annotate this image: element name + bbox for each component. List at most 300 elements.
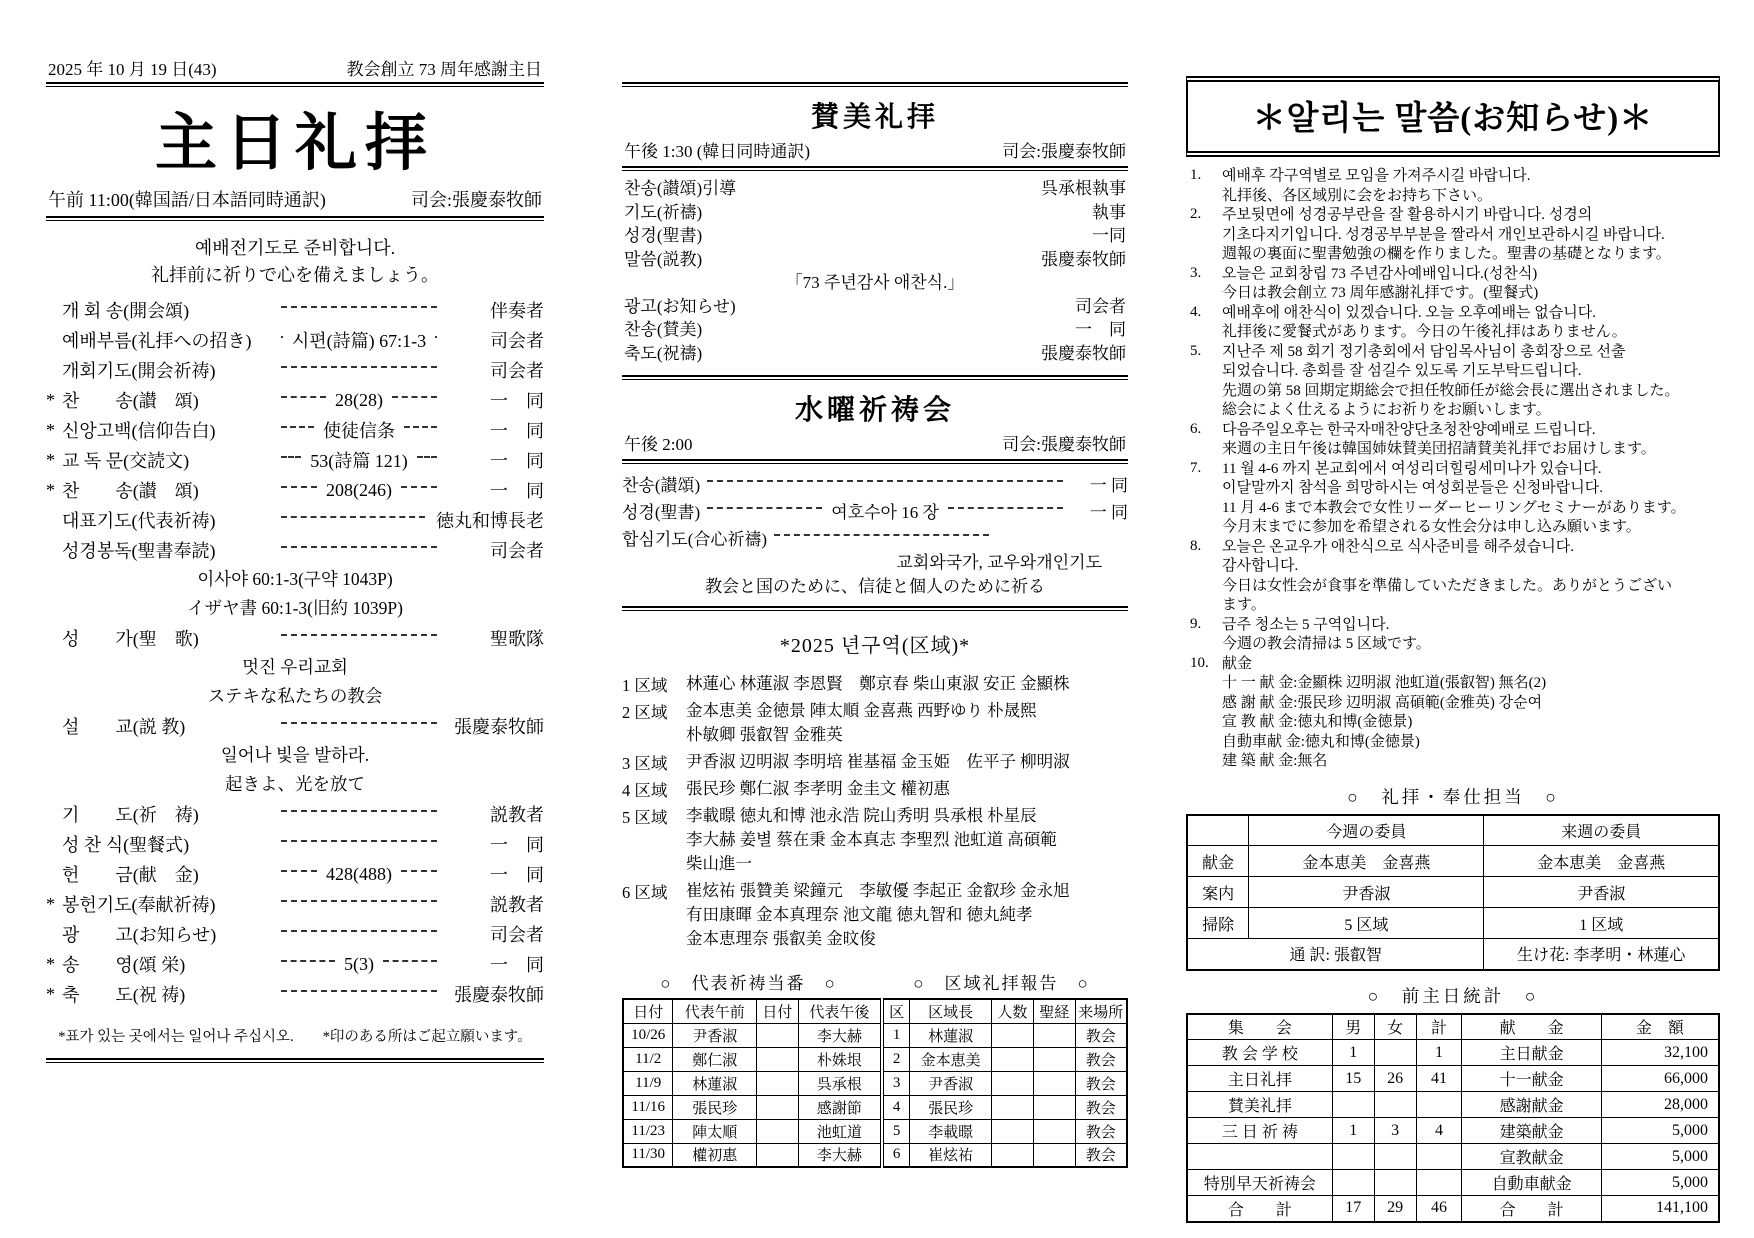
announcement-line: 되었습니다. 총회를 잘 섬길수 있도록 기도부탁드립니다. — [1222, 363, 1582, 379]
interpreter-cell: 通 訳: 張叡智 — [1187, 939, 1484, 970]
stats-row — [1187, 1066, 1719, 1092]
stats-cell — [1332, 1144, 1374, 1170]
service-item-label: 기 도(祈 祷) — [62, 805, 199, 825]
stats-cell: 17 — [1332, 1196, 1374, 1222]
district-number: 2 区域 — [622, 703, 668, 722]
praise-time: 午後 1:30 (韓日同時通訳) — [624, 142, 811, 161]
service-item-person: 一 同 — [490, 421, 544, 441]
assign-row — [1187, 846, 1719, 877]
duty-cell — [1033, 1119, 1075, 1143]
stats-header-cell: 集 会 — [1187, 1014, 1332, 1040]
announcement-number: 10. — [1190, 654, 1209, 671]
service-item-label: 송 영(頌 栄) — [62, 955, 186, 975]
announcement-number: 1. — [1190, 167, 1202, 183]
announcement-lines — [1222, 460, 1720, 538]
duty-cell: 教会 — [1075, 1023, 1127, 1047]
announcement-number: 3. — [1190, 264, 1202, 281]
intro-line-ko: 예배전기도로 준비합니다. — [194, 238, 396, 258]
district-member-line: 李載暻 徳丸和博 池永浩 院山秀明 呉承根 朴星辰 — [686, 806, 1037, 825]
dash-line — [383, 960, 437, 962]
service-item-person: 聖歌隊 — [490, 629, 544, 649]
district-members — [686, 879, 1128, 951]
intro-text — [46, 235, 544, 289]
duty-header-cell: 代表午前 — [673, 999, 757, 1023]
district-members — [686, 750, 1128, 774]
dash-line — [281, 810, 437, 812]
assign-header-cell: 今週の委員 — [1249, 815, 1484, 846]
duty-header-cell: 区 — [882, 999, 910, 1023]
wednesday-item-label: 찬송(讃頌) — [622, 476, 701, 495]
announcement-line: 週報の裏面に聖書勉強の欄を作りました。聖書の基礎となります。 — [1222, 246, 1671, 262]
wednesday-mc: 司会:張慶泰牧師 — [1002, 435, 1126, 454]
stats-cell: 宣教献金 — [1462, 1144, 1601, 1170]
duty-cell — [756, 1119, 798, 1143]
announcement-line: 오늘은 교회창립 73 주년감사예배입니다.(성찬식) — [1222, 265, 1538, 282]
service-item-person: 徳丸和博長老 — [436, 511, 544, 531]
announcement-lines — [1222, 206, 1720, 265]
sunday-worship-panel — [46, 58, 544, 1063]
service-subheader — [46, 186, 544, 212]
duty-cell: 呉承根 — [798, 1071, 882, 1095]
statistics-caption: ○ 前主日統計 ○ — [1367, 985, 1539, 1006]
announcement-lines — [1222, 304, 1720, 343]
praise-item-label: 광고(お知らせ) — [624, 296, 736, 316]
district-members — [686, 777, 1128, 801]
wednesday-row — [622, 497, 1128, 524]
assign-cell: 尹香淑 — [1249, 877, 1484, 908]
stats-cell: 賛美礼拝 — [1187, 1092, 1332, 1118]
dash-line — [281, 486, 317, 488]
wednesday-item-label: 합심기도(合心祈禱) — [622, 530, 768, 549]
district-number: 4 区域 — [622, 781, 668, 800]
service-row — [46, 295, 544, 325]
assign-row — [1187, 908, 1719, 939]
service-row — [46, 325, 544, 355]
divider — [622, 82, 1128, 87]
service-item-person: 一 同 — [490, 835, 544, 855]
divider — [46, 1058, 544, 1063]
announcement-number: 2. — [1190, 206, 1202, 222]
dash-line — [401, 870, 437, 872]
announcement-item — [1186, 538, 1720, 616]
service-item-label: 개 회 송(開会頌) — [62, 301, 190, 321]
stats-cell: 26 — [1374, 1066, 1416, 1092]
praise-worship-title: 賛美礼拝 — [810, 102, 939, 133]
service-note: 起きよ、光を放て — [225, 774, 365, 794]
announcement-number: 8. — [1190, 537, 1202, 554]
wednesday-time: 午後 2:00 — [624, 435, 693, 454]
duty-row — [623, 1023, 1127, 1047]
star-mark: * — [46, 419, 55, 440]
praise-item-label: 성경(聖書) — [624, 226, 703, 245]
duty-header-row — [623, 999, 1127, 1023]
wednesday-note: 教会と国のために、信徒と個人のために祈る — [705, 576, 1045, 596]
district-member-line: 柴山進一 — [686, 854, 752, 873]
district-member-line: 金本恵美 金徳景 陣太順 金喜燕 西野ゆり 朴晟熙 — [686, 701, 1037, 720]
stats-cell — [1332, 1170, 1374, 1196]
duty-row — [623, 1095, 1127, 1119]
announcement-line: 総会によく仕えるようにお祈りをお願いします。 — [1222, 402, 1551, 418]
assign-cell: 1 区域 — [1484, 908, 1719, 939]
district-row — [622, 777, 1128, 801]
divider — [46, 82, 544, 87]
service-item-label: 찬 송(讃 頌) — [62, 481, 199, 501]
service-row — [46, 475, 544, 505]
announcement-line: 自動車献 金:徳丸和博(金徳景) — [1222, 733, 1420, 750]
duty-cell — [1033, 1095, 1075, 1119]
divider — [46, 216, 544, 221]
stats-cell: 三 日 祈 祷 — [1187, 1118, 1332, 1144]
stats-header-cell: 献 金 — [1462, 1014, 1601, 1040]
announcement-line: 11 月 4-6 まで本教会で女性リーダーヒーリングセミナーがあります。 — [1222, 499, 1686, 516]
dash-line — [281, 634, 437, 636]
announcement-line: 예배후 각구역별로 모임을 가져주시길 바랍니다. — [1222, 168, 1531, 184]
stats-header-row — [1187, 1014, 1719, 1040]
assign-header-cell: 来週の委員 — [1484, 815, 1719, 846]
service-row — [46, 355, 544, 385]
announcement-line: 오늘은 온교우가 애찬식으로 식사준비를 해주셨습니다. — [1222, 538, 1575, 555]
service-item-label: 광 고(お知らせ) — [62, 925, 217, 945]
stats-cell: 十一献金 — [1462, 1066, 1601, 1092]
duty-cell: 11/23 — [623, 1119, 673, 1143]
duty-header-cell: 日付 — [623, 999, 673, 1023]
service-item-label: 신앙고백(信仰告白) — [62, 421, 216, 441]
duty-cell — [756, 1095, 798, 1119]
praise-item-label: 말씀(説教) — [624, 249, 703, 269]
stats-cell: 5,000 — [1601, 1170, 1719, 1196]
dash-line — [281, 722, 437, 724]
announcement-lines — [1222, 655, 1720, 772]
star-mark — [46, 804, 62, 825]
announcement-line: 献金 — [1222, 655, 1253, 672]
duty-cell: 感謝節 — [798, 1095, 882, 1119]
stats-cell — [1187, 1144, 1332, 1170]
duty-header-cell: 来場所 — [1075, 999, 1127, 1023]
district-member-line: 金本恵理奈 張叡美 金旼俊 — [686, 929, 876, 948]
district-number: 3 区域 — [622, 754, 668, 773]
service-assignments-table — [1186, 814, 1720, 971]
duty-table-captions — [622, 969, 1128, 994]
duty-header-cell: 人数 — [991, 999, 1033, 1023]
announcement-line: 11 월 4-6 까지 본교회에서 여성리더힐링세미나가 있습니다. — [1222, 460, 1602, 477]
dash-line — [392, 396, 437, 398]
announcement-item — [1186, 421, 1720, 460]
duty-cell — [991, 1095, 1033, 1119]
dash-line — [417, 456, 437, 458]
service-item-label: 교 독 문(交読文) — [62, 451, 190, 471]
assign-cell: 金本恵美 金喜燕 — [1249, 846, 1484, 877]
service-row — [46, 889, 544, 919]
announcement-lines — [1222, 421, 1720, 460]
announcement-line: 十 一 献 金:金顯株 辺明淑 池虹道(張叡智) 無名(2) — [1222, 675, 1547, 691]
service-row — [46, 535, 544, 565]
district-report-caption: ○ 区域礼拝報告 ○ — [913, 974, 1090, 993]
service-item-person: 司会者 — [490, 925, 544, 945]
duty-cell: 尹香淑 — [910, 1071, 992, 1095]
stats-cell: 5,000 — [1601, 1118, 1719, 1144]
praise-mc: 司会:張慶泰牧師 — [1002, 142, 1126, 161]
service-row — [46, 415, 544, 445]
stats-cell — [1416, 1092, 1462, 1118]
service-item-value: 시편(詩篇) 67:1-3 — [291, 331, 427, 351]
district-member-line: 尹香淑 辺明淑 李明培 崔基福 金玉姫 佐平子 柳明淑 — [686, 752, 1070, 771]
announcement-line: 이달말까지 참석을 희망하시는 여성회분들은 신청바랍니다. — [1222, 480, 1604, 496]
service-row — [46, 829, 544, 859]
service-time: 午前 11:00(韓国語/日本語同時通訳) — [48, 190, 326, 210]
stats-cell: 15 — [1332, 1066, 1374, 1092]
duty-cell: 教会 — [1075, 1047, 1127, 1071]
praise-item-person: 一同 — [1092, 226, 1126, 245]
stats-row — [1187, 1118, 1719, 1144]
wednesday-item-person: 一 同 — [1089, 476, 1128, 495]
praise-row — [622, 318, 1128, 342]
stats-cell: 3 — [1374, 1118, 1416, 1144]
duty-cell — [991, 1023, 1033, 1047]
announcement-lines — [1222, 616, 1720, 655]
previous-sunday-statistics-table — [1186, 1013, 1720, 1223]
announcement-line: 今月末までに参加を希望される女性会分は申し込み願います。 — [1222, 519, 1641, 535]
anniversary-label: 教会創立 73 周年感謝主日 — [346, 60, 542, 79]
star-mark — [46, 360, 62, 381]
duty-cell: 鄭仁淑 — [673, 1047, 757, 1071]
dash-line — [281, 546, 437, 548]
star-mark: * — [46, 893, 55, 914]
announcement-line: 建 築 献 金:無名 — [1222, 753, 1328, 769]
service-row — [46, 919, 544, 949]
service-item-label: 성 가(聖 歌) — [62, 629, 199, 649]
service-item-label: 예배부름(礼拝への招き) — [62, 331, 252, 351]
district-member-line: 崔炫祐 張贊美 梁鐘元 李敏優 李起正 金叡珍 金永旭 — [686, 881, 1070, 900]
praise-item-person: 呉承根執事 — [1041, 179, 1126, 198]
announcement-lines — [1222, 167, 1720, 206]
star-mark — [46, 300, 62, 321]
stats-row — [1187, 1040, 1719, 1066]
star-mark: * — [46, 389, 55, 410]
announcement-number: 6. — [1190, 420, 1202, 437]
service-note: イザヤ書 60:1-3(旧約 1039P) — [187, 598, 403, 618]
praise-item-label: 찬송(讃頌)引導 — [624, 179, 737, 198]
stats-cell: 32,100 — [1601, 1040, 1719, 1066]
middle-panel — [622, 82, 1128, 1168]
divider — [622, 375, 1128, 380]
stats-cell: 141,100 — [1601, 1196, 1719, 1222]
praise-note: 「73 주년감사 애찬식.」 — [785, 273, 965, 292]
stats-cell — [1416, 1170, 1462, 1196]
service-row — [46, 859, 544, 889]
announcement-item — [1186, 265, 1720, 304]
duty-row — [623, 1143, 1127, 1167]
dash-line — [281, 870, 317, 872]
stats-cell — [1374, 1092, 1416, 1118]
divider — [622, 606, 1128, 611]
district-members — [686, 699, 1128, 747]
duty-cell: 1 — [882, 1023, 910, 1047]
service-item-label: 봉헌기도(奉献祈祷) — [62, 895, 216, 915]
stats-cell: 自動車献金 — [1462, 1170, 1601, 1196]
standing-footnote: *표가 있는 곳에서는 일어나 주십시오. *印のある所はご起立願います。 — [58, 1029, 532, 1045]
duty-cell: 崔炫祐 — [910, 1143, 992, 1167]
duty-cell: 陣太順 — [673, 1119, 757, 1143]
stats-cell: 合 計 — [1187, 1196, 1332, 1222]
district-member-line: 朴敏卿 張叡智 金雅英 — [686, 725, 843, 744]
service-item-person: 張慶泰牧師 — [454, 717, 544, 737]
announcement-line: 先週の第 58 回期定期総会で担任牧師任が総会長に選出されました。 — [1222, 382, 1680, 399]
assign-cell: 尹香淑 — [1484, 877, 1719, 908]
star-mark: * — [46, 953, 55, 974]
service-item-label: 헌 금(献 金) — [62, 865, 199, 885]
duty-cell — [756, 1047, 798, 1071]
announcement-line: 지난주 제 58 회기 정기총회에서 담임목사님이 총회장으로 선출 — [1222, 343, 1626, 360]
praise-order — [622, 177, 1128, 365]
duty-cell: 11/16 — [623, 1095, 673, 1119]
announcement-number: 7. — [1190, 459, 1202, 476]
service-row — [46, 385, 544, 415]
district-member-list — [622, 672, 1128, 951]
flower-cell: 生け花: 李孝明・林蓮心 — [1484, 939, 1719, 970]
stats-row — [1187, 1092, 1719, 1118]
dash-line — [281, 426, 314, 428]
stats-cell — [1416, 1144, 1462, 1170]
stats-cell: 66,000 — [1601, 1066, 1719, 1092]
duty-header-cell: 日付 — [756, 999, 798, 1023]
duty-cell — [756, 1023, 798, 1047]
stats-header-cell: 男 — [1332, 1014, 1374, 1040]
announcement-item — [1186, 460, 1720, 538]
stats-header-cell: 女 — [1374, 1014, 1416, 1040]
announcement-line: 来週の主日午後は韓国姉妹賛美団招請賛美礼拝でお届けします。 — [1222, 441, 1656, 457]
service-item-label: 대표기도(代表祈祷) — [62, 511, 216, 531]
district-row — [622, 672, 1128, 696]
duty-cell — [756, 1143, 798, 1167]
duty-cell: 李大赫 — [798, 1143, 882, 1167]
duty-cell — [1033, 1023, 1075, 1047]
duty-cell: 教会 — [1075, 1119, 1127, 1143]
district-member-line: 張民珍 鄭仁淑 李孝明 金圭文 權初惠 — [686, 779, 950, 798]
announcement-list — [1186, 167, 1720, 772]
service-row — [46, 979, 544, 1009]
announcement-item — [1186, 304, 1720, 343]
stats-cell: 41 — [1416, 1066, 1462, 1092]
stats-cell: 1 — [1332, 1118, 1374, 1144]
praise-row — [622, 342, 1128, 366]
service-item-person: 一 同 — [490, 955, 544, 975]
district-members — [686, 804, 1128, 876]
star-mark — [46, 510, 62, 531]
dash-line — [281, 336, 283, 338]
stats-cell: 主日献金 — [1462, 1040, 1601, 1066]
duty-cell: 3 — [882, 1071, 910, 1095]
district-number: 1 区域 — [622, 676, 668, 695]
praise-item-person: 執事 — [1092, 202, 1126, 222]
duty-cell: 5 — [882, 1119, 910, 1143]
dash-line — [281, 306, 437, 308]
service-row — [46, 623, 544, 653]
page-title: 主日礼拝 — [154, 110, 435, 178]
service-note: 일어나 빛을 발하라. — [220, 745, 370, 765]
duty-row — [623, 1047, 1127, 1071]
announcement-item — [1186, 206, 1720, 265]
district-member-line: 有田康暉 金本真理奈 池文龍 徳丸智和 徳丸純孝 — [686, 905, 1033, 924]
duty-cell — [991, 1047, 1033, 1071]
star-mark — [46, 924, 62, 945]
announcement-lines — [1222, 265, 1720, 304]
announcements-title: ＊알리는 말씀(お知らせ)＊ — [1186, 76, 1720, 157]
duty-cell: 李載暻 — [910, 1119, 992, 1143]
prayer-duty-table — [622, 998, 1128, 1168]
service-note: ステキな私たちの教会 — [207, 686, 383, 706]
announcement-line: 宣 教 献 金:徳丸和博(金徳景) — [1222, 714, 1413, 730]
wednesday-item-label: 성경(聖書) — [622, 503, 701, 522]
star-mark: * — [46, 983, 55, 1004]
assign-footer-row — [1187, 939, 1719, 970]
announcement-item — [1186, 167, 1720, 206]
dash-line — [774, 534, 989, 536]
star-mark — [46, 864, 62, 885]
assign-cell: 献金 — [1187, 846, 1249, 877]
service-item-person: 一 同 — [490, 451, 544, 471]
dash-line — [707, 480, 1063, 482]
duty-cell: 張民珍 — [910, 1095, 992, 1119]
star-mark — [46, 834, 62, 855]
star-mark — [46, 330, 62, 351]
stats-cell: 46 — [1416, 1196, 1462, 1222]
assignments-caption: ○ 礼拝・奉仕担当 ○ — [1347, 786, 1559, 807]
star-mark — [46, 716, 62, 737]
service-row — [46, 949, 544, 979]
announcement-line: 예배후에 애찬식이 있겠습니다. 오늘 오후예배는 없습니다. — [1222, 304, 1597, 321]
star-mark: * — [46, 479, 55, 500]
stats-cell: 主日礼拝 — [1187, 1066, 1332, 1092]
star-mark — [46, 540, 62, 561]
announcement-line: 다음주일오후는 한국자매찬양단초청찬양예배로 드립니다. — [1222, 421, 1596, 438]
wednesday-item-person: 一 同 — [1089, 503, 1129, 522]
stats-cell — [1374, 1170, 1416, 1196]
wednesday-item-value: 여호수아 16 장 — [831, 503, 939, 522]
dash-line — [435, 336, 437, 338]
duty-cell: 11/30 — [623, 1143, 673, 1167]
stats-cell: 建築献金 — [1462, 1118, 1601, 1144]
service-item-person: 説教者 — [490, 805, 544, 825]
announcement-line: 今週の教会清掃は 5 区域です。 — [1222, 636, 1431, 652]
duty-cell: 張民珍 — [673, 1095, 757, 1119]
wednesday-note: 교회와국가, 교우와개인기도 — [896, 553, 1102, 572]
praise-item-person: 張慶泰牧師 — [1041, 249, 1126, 269]
wednesday-row — [622, 524, 1128, 551]
duty-row — [623, 1071, 1127, 1095]
wednesday-prayer-title: 水曜祈祷会 — [794, 395, 955, 426]
duty-cell — [1033, 1143, 1075, 1167]
praise-item-person: 一 同 — [1075, 320, 1126, 339]
praise-item-label: 축도(祝禱) — [624, 343, 703, 363]
announcement-number: 5. — [1190, 342, 1202, 359]
dash-line — [948, 507, 1063, 509]
stats-header-cell: 計 — [1416, 1014, 1462, 1040]
service-mc: 司会:張慶泰牧師 — [410, 190, 542, 210]
announcement-number: 4. — [1190, 303, 1202, 320]
bulletin-date: 2025 年 10 月 19 日(43) — [48, 60, 217, 79]
stats-cell: 1 — [1416, 1040, 1462, 1066]
announcement-lines — [1222, 343, 1720, 421]
announcement-line: 기초다지기입니다. 성경공부부분을 짤라서 개인보관하시길 바랍니다. — [1222, 226, 1665, 243]
duty-cell: 6 — [882, 1143, 910, 1167]
announcement-line: 礼拝後に愛餐式があります。今日の午後礼拝はありません。 — [1222, 324, 1627, 340]
dash-line — [707, 507, 822, 509]
praise-row — [622, 295, 1128, 319]
service-note: 이사야 60:1-3(구약 1043P) — [197, 569, 393, 589]
duty-cell: 4 — [882, 1095, 910, 1119]
divider — [622, 166, 1128, 171]
dash-line — [281, 396, 326, 398]
